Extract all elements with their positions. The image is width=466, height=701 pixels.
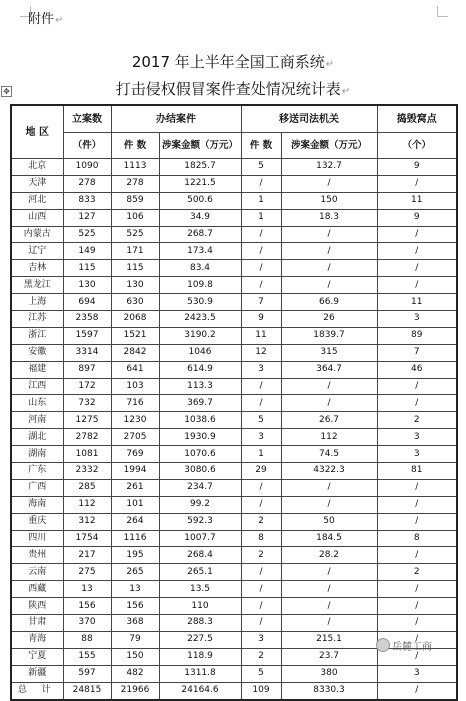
cell-filed: 115 — [63, 260, 111, 277]
cell-transferred-amount: / — [281, 564, 377, 581]
header-transferred: 移送司法机关 — [241, 105, 377, 133]
cell-transferred-amount: 4322.3 — [281, 463, 377, 480]
cell-handled-amount: 1930.9 — [159, 429, 241, 446]
cell-handled-amount: 3190.2 — [159, 327, 241, 344]
cell-transferred: 3 — [241, 429, 281, 446]
cell-transferred: / — [241, 615, 281, 632]
table-row — [11, 243, 457, 260]
cell-transferred: 3 — [241, 361, 281, 378]
cell-handled-amount: 234.7 — [159, 479, 241, 496]
cell-dens: / — [377, 277, 457, 294]
cell-handled: 859 — [111, 192, 159, 209]
cell-dens: / — [377, 513, 457, 530]
cell-dens: / — [377, 648, 457, 665]
header-dens: 捣毁窝点 — [377, 105, 457, 133]
attachment-label — [28, 12, 63, 29]
table-row — [11, 446, 457, 463]
cell-filed: 897 — [63, 361, 111, 378]
cell-dens: 11 — [377, 294, 457, 311]
header-region: 地 区 — [11, 105, 63, 159]
cell-handled: 79 — [111, 631, 159, 648]
cell-transferred-amount: 18.3 — [281, 209, 377, 226]
cell-handled: 278 — [111, 175, 159, 192]
cell-transferred-amount: / — [281, 260, 377, 277]
cell-filed: 2358 — [63, 311, 111, 328]
cell-handled-amount: 1046 — [159, 344, 241, 361]
table-row — [11, 277, 457, 294]
cell-handled: 2705 — [111, 429, 159, 446]
cell-filed: 172 — [63, 378, 111, 395]
cell-region: 四川 — [11, 530, 63, 547]
cell-region: 天津 — [11, 175, 63, 192]
cell-handled: 156 — [111, 598, 159, 615]
table-subheader-row — [11, 133, 457, 159]
header-filed-unit: （件） — [63, 133, 111, 159]
title-line1-text: 2017 年上半年全国工商系统 — [131, 53, 325, 71]
cell-handled: 1994 — [111, 463, 159, 480]
cell-handled-amount: 13.5 — [159, 581, 241, 598]
cell-handled: 769 — [111, 446, 159, 463]
cell-region: 宁夏 — [11, 648, 63, 665]
cell-dens: 9 — [377, 209, 457, 226]
cell-dens: 3 — [377, 446, 457, 463]
cell-filed: 285 — [63, 479, 111, 496]
cell-transferred-amount: 380 — [281, 665, 377, 682]
table-row — [11, 395, 457, 412]
cell-region: 甘肃 — [11, 615, 63, 632]
cell-dens: 8 — [377, 530, 457, 547]
cell-handled: 2068 — [111, 311, 159, 328]
cell-handled: 482 — [111, 665, 159, 682]
table-move-handle-icon[interactable]: ✥ — [1, 86, 12, 97]
table-row — [11, 631, 457, 648]
cell-handled-amount: 614.9 — [159, 361, 241, 378]
cell-handled-amount: 109.8 — [159, 277, 241, 294]
cell-dens: / — [377, 598, 457, 615]
total-cell-handled: 21966 — [111, 682, 159, 699]
cell-transferred: / — [241, 260, 281, 277]
table-row — [11, 547, 457, 564]
cell-transferred: 8 — [241, 530, 281, 547]
cell-dens: / — [377, 175, 457, 192]
title-line2-text: 打击侵权假冒案件查处情况统计表 — [115, 80, 341, 98]
cell-dens: 81 — [377, 463, 457, 480]
cell-handled-amount: 1007.7 — [159, 530, 241, 547]
cell-filed: 1597 — [63, 327, 111, 344]
cell-filed: 1081 — [63, 446, 111, 463]
cell-region: 云南 — [11, 564, 63, 581]
cell-transferred: 29 — [241, 463, 281, 480]
cell-handled-amount: 2423.5 — [159, 311, 241, 328]
cell-dens: / — [377, 243, 457, 260]
table-row — [11, 175, 457, 192]
table-row — [11, 260, 457, 277]
cell-handled: 115 — [111, 260, 159, 277]
cell-handled-amount: 530.9 — [159, 294, 241, 311]
table-header-row — [11, 105, 457, 133]
total-label: 总 计 — [11, 682, 63, 699]
table-row — [11, 344, 457, 361]
cell-filed: 275 — [63, 564, 111, 581]
cell-transferred-amount: 315 — [281, 344, 377, 361]
cell-region: 河北 — [11, 192, 63, 209]
cell-handled-amount: 268.4 — [159, 547, 241, 564]
cell-region: 海南 — [11, 496, 63, 513]
cell-filed: 127 — [63, 209, 111, 226]
total-cell-handled-amount: 24164.6 — [159, 682, 241, 699]
cell-region: 西藏 — [11, 581, 63, 598]
cell-filed: 2782 — [63, 429, 111, 446]
cell-transferred-amount: 132.7 — [281, 159, 377, 176]
cell-handled-amount: 1038.6 — [159, 412, 241, 429]
cell-transferred-amount: / — [281, 378, 377, 395]
cell-transferred: 1 — [241, 446, 281, 463]
cell-handled: 264 — [111, 513, 159, 530]
cell-handled-amount: 83.4 — [159, 260, 241, 277]
cell-handled: 2842 — [111, 344, 159, 361]
cell-dens: 3 — [377, 311, 457, 328]
cell-handled: 716 — [111, 395, 159, 412]
cell-dens: / — [377, 496, 457, 513]
cell-handled: 13 — [111, 581, 159, 598]
total-cell-transferred-amount: 8330.3 — [281, 682, 377, 699]
cell-transferred: / — [241, 581, 281, 598]
cell-dens: / — [377, 479, 457, 496]
document-title-line1 — [0, 52, 466, 75]
cell-transferred: / — [241, 564, 281, 581]
table-row — [11, 463, 457, 480]
cell-filed: 694 — [63, 294, 111, 311]
cell-handled: 106 — [111, 209, 159, 226]
cell-region: 浙江 — [11, 327, 63, 344]
cell-dens: 9 — [377, 159, 457, 176]
cell-handled-amount: 1311.8 — [159, 665, 241, 682]
cell-handled: 101 — [111, 496, 159, 513]
cell-transferred: 2 — [241, 513, 281, 530]
cell-transferred: 9 — [241, 311, 281, 328]
cell-region: 北京 — [11, 159, 63, 176]
cell-region: 内蒙古 — [11, 226, 63, 243]
table-row — [11, 598, 457, 615]
cell-handled-amount: 113.3 — [159, 378, 241, 395]
cell-transferred: 12 — [241, 344, 281, 361]
cell-filed: 525 — [63, 226, 111, 243]
cell-transferred-amount: / — [281, 598, 377, 615]
cell-filed: 1275 — [63, 412, 111, 429]
cell-handled-amount: 99.2 — [159, 496, 241, 513]
cell-transferred-amount: 184.5 — [281, 530, 377, 547]
cell-region: 黑龙江 — [11, 277, 63, 294]
cell-transferred-amount: 66.9 — [281, 294, 377, 311]
cell-transferred: 2 — [241, 547, 281, 564]
cell-filed: 88 — [63, 631, 111, 648]
header-filed: 立案数 — [63, 105, 111, 133]
cell-region: 上海 — [11, 294, 63, 311]
cell-transferred: / — [241, 243, 281, 260]
cell-filed: 217 — [63, 547, 111, 564]
table-row — [11, 665, 457, 682]
table-row — [11, 378, 457, 395]
cell-transferred-amount: 112 — [281, 429, 377, 446]
cell-region: 湖北 — [11, 429, 63, 446]
cell-dens: / — [377, 581, 457, 598]
cell-handled: 630 — [111, 294, 159, 311]
cell-region: 湖南 — [11, 446, 63, 463]
cell-transferred-amount: 74.5 — [281, 446, 377, 463]
cell-dens: 7 — [377, 344, 457, 361]
cell-transferred: / — [241, 277, 281, 294]
cell-filed: 2332 — [63, 463, 111, 480]
cell-region: 江苏 — [11, 311, 63, 328]
cell-transferred-amount: / — [281, 226, 377, 243]
header-transferred-count: 件 数 — [241, 133, 281, 159]
watermark: 岳麓工商 — [392, 642, 432, 653]
cell-region: 重庆 — [11, 513, 63, 530]
statistics-table — [10, 104, 458, 701]
table-row — [11, 496, 457, 513]
table-row — [11, 361, 457, 378]
header-handled: 办结案件 — [111, 105, 241, 133]
cell-handled: 1116 — [111, 530, 159, 547]
cell-transferred-amount: 26 — [281, 311, 377, 328]
table-row — [11, 581, 457, 598]
table-row — [11, 429, 457, 446]
cell-dens: 2 — [377, 412, 457, 429]
cell-region: 广东 — [11, 463, 63, 480]
cell-handled-amount: 500.6 — [159, 192, 241, 209]
table-row — [11, 209, 457, 226]
cell-handled-amount: 3080.6 — [159, 463, 241, 480]
cell-dens: / — [377, 260, 457, 277]
paragraph-mark-icon: ↵ — [341, 86, 351, 97]
cell-transferred-amount: 23.7 — [281, 648, 377, 665]
cell-filed: 597 — [63, 665, 111, 682]
cell-filed: 1090 — [63, 159, 111, 176]
cell-handled: 1230 — [111, 412, 159, 429]
cell-filed: 130 — [63, 277, 111, 294]
cell-handled: 368 — [111, 615, 159, 632]
cell-filed: 833 — [63, 192, 111, 209]
cell-transferred: 7 — [241, 294, 281, 311]
cell-transferred: / — [241, 479, 281, 496]
cell-filed: 155 — [63, 648, 111, 665]
table-row — [11, 327, 457, 344]
crop-mark-top-right — [437, 6, 448, 17]
table-row — [11, 159, 457, 176]
cell-transferred: / — [241, 226, 281, 243]
cell-handled: 150 — [111, 648, 159, 665]
table-row — [11, 513, 457, 530]
document-title-line2 — [0, 79, 466, 102]
cell-dens: 2 — [377, 564, 457, 581]
cell-handled-amount: 1825.7 — [159, 159, 241, 176]
cell-filed: 112 — [63, 496, 111, 513]
header-transferred-amount: 涉案金额（万元） — [281, 133, 377, 159]
cell-transferred: 2 — [241, 648, 281, 665]
cell-region: 广西 — [11, 479, 63, 496]
cell-handled-amount: 34.9 — [159, 209, 241, 226]
cell-handled-amount: 227.5 — [159, 631, 241, 648]
cell-dens: / — [377, 378, 457, 395]
cell-region: 福建 — [11, 361, 63, 378]
cell-region: 辽宁 — [11, 243, 63, 260]
cell-region: 山西 — [11, 209, 63, 226]
cell-filed: 149 — [63, 243, 111, 260]
table-row — [11, 192, 457, 209]
cell-handled-amount: 265.1 — [159, 564, 241, 581]
cell-dens: / — [377, 631, 457, 648]
cell-transferred: 3 — [241, 631, 281, 648]
cell-transferred: 5 — [241, 665, 281, 682]
cell-filed: 1754 — [63, 530, 111, 547]
cell-handled: 265 — [111, 564, 159, 581]
paragraph-mark-icon: ↵ — [55, 15, 64, 26]
cell-handled-amount: 173.4 — [159, 243, 241, 260]
cell-handled-amount: 268.7 — [159, 226, 241, 243]
cell-region: 山东 — [11, 395, 63, 412]
cell-transferred-amount: / — [281, 479, 377, 496]
cell-filed: 3314 — [63, 344, 111, 361]
cell-filed: 278 — [63, 175, 111, 192]
cell-transferred-amount: / — [281, 277, 377, 294]
cell-region: 吉林 — [11, 260, 63, 277]
table-row — [11, 615, 457, 632]
table-row — [11, 311, 457, 328]
cell-transferred-amount: / — [281, 395, 377, 412]
cell-handled: 171 — [111, 243, 159, 260]
cell-transferred: 5 — [241, 412, 281, 429]
cell-transferred-amount: / — [281, 615, 377, 632]
cell-handled: 130 — [111, 277, 159, 294]
cell-region: 河南 — [11, 412, 63, 429]
cell-transferred-amount: / — [281, 581, 377, 598]
wechat-logo-icon — [376, 638, 390, 652]
cell-transferred: / — [241, 175, 281, 192]
cell-transferred-amount: / — [281, 175, 377, 192]
table-row — [11, 530, 457, 547]
cell-handled-amount: 288.3 — [159, 615, 241, 632]
cell-transferred-amount: 150 — [281, 192, 377, 209]
cell-transferred: 1 — [241, 209, 281, 226]
cell-handled: 1521 — [111, 327, 159, 344]
cell-handled-amount: 110 — [159, 598, 241, 615]
cell-handled-amount: 592.3 — [159, 513, 241, 530]
cell-transferred: 5 — [241, 159, 281, 176]
cell-transferred-amount: 28.2 — [281, 547, 377, 564]
cell-transferred: / — [241, 395, 281, 412]
table-row — [11, 564, 457, 581]
cell-transferred: / — [241, 378, 281, 395]
cell-dens: 3 — [377, 665, 457, 682]
table-total-row — [11, 682, 457, 699]
total-cell-dens: / — [377, 682, 457, 699]
cell-filed: 732 — [63, 395, 111, 412]
cell-transferred-amount: 364.7 — [281, 361, 377, 378]
cell-dens: 11 — [377, 192, 457, 209]
cell-transferred-amount: 1839.7 — [281, 327, 377, 344]
cell-transferred-amount: / — [281, 496, 377, 513]
cell-region: 新疆 — [11, 665, 63, 682]
cell-dens: 46 — [377, 361, 457, 378]
cell-transferred: / — [241, 496, 281, 513]
cell-handled-amount: 369.7 — [159, 395, 241, 412]
cell-filed: 370 — [63, 615, 111, 632]
cell-handled: 1113 — [111, 159, 159, 176]
cell-dens: / — [377, 226, 457, 243]
table-row — [11, 226, 457, 243]
header-dens-unit: （个） — [377, 133, 457, 159]
cell-handled-amount: 118.9 — [159, 648, 241, 665]
cell-filed: 13 — [63, 581, 111, 598]
cell-dens: / — [377, 615, 457, 632]
cell-transferred: 11 — [241, 327, 281, 344]
cell-handled: 103 — [111, 378, 159, 395]
cell-transferred: 1 — [241, 192, 281, 209]
cell-region: 贵州 — [11, 547, 63, 564]
paragraph-mark-icon: ↵ — [325, 59, 335, 70]
table-row — [11, 294, 457, 311]
cell-handled: 195 — [111, 547, 159, 564]
cell-dens: / — [377, 395, 457, 412]
cell-filed: 156 — [63, 598, 111, 615]
cell-region: 陕西 — [11, 598, 63, 615]
header-handled-amount: 涉案金额（万元） — [159, 133, 241, 159]
table-row — [11, 412, 457, 429]
cell-filed: 312 — [63, 513, 111, 530]
total-cell-transferred: 109 — [241, 682, 281, 699]
cell-handled: 641 — [111, 361, 159, 378]
cell-handled-amount: 1221.5 — [159, 175, 241, 192]
total-cell-filed: 24815 — [63, 682, 111, 699]
table-row — [11, 479, 457, 496]
header-handled-count: 件 数 — [111, 133, 159, 159]
cell-handled-amount: 1070.6 — [159, 446, 241, 463]
cell-dens: 3 — [377, 429, 457, 446]
cell-handled: 525 — [111, 226, 159, 243]
cell-transferred-amount: 215.1 — [281, 631, 377, 648]
cell-transferred: / — [241, 598, 281, 615]
cell-transferred-amount: 50 — [281, 513, 377, 530]
attachment-label-text: 附件 — [28, 12, 55, 27]
cell-region: 安徽 — [11, 344, 63, 361]
cell-region: 江西 — [11, 378, 63, 395]
cell-dens: / — [377, 547, 457, 564]
cell-transferred-amount: 26.7 — [281, 412, 377, 429]
cell-region: 青海 — [11, 631, 63, 648]
cell-transferred-amount: / — [281, 243, 377, 260]
cell-dens: 89 — [377, 327, 457, 344]
cell-handled: 261 — [111, 479, 159, 496]
